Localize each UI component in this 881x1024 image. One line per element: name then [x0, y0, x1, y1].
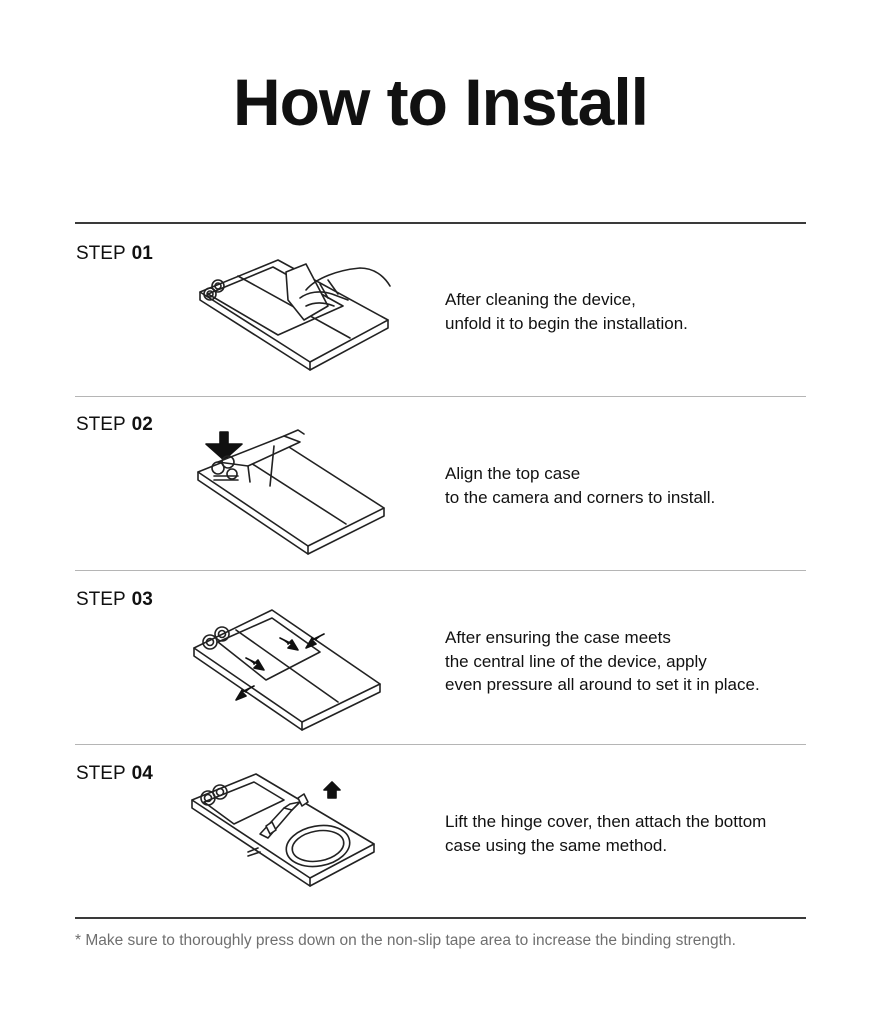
step-3-number: 03	[131, 589, 153, 610]
step-4-number: 04	[131, 763, 153, 784]
divider-1	[75, 396, 806, 397]
step-1-text: After cleaning the device, unfold it to begin the installation.	[445, 290, 688, 333]
phone-cleaning-icon	[188, 250, 398, 390]
step-1-label: STEP 01	[76, 243, 153, 264]
bottom-divider	[75, 917, 806, 919]
step-4-text: Lift the hinge cover, then attach the bottom case using the same method.	[445, 812, 767, 855]
step-1-number: 01	[131, 243, 153, 264]
step-3-label: STEP 03	[76, 589, 153, 610]
page-title: How to Install	[233, 65, 648, 139]
top-case-align-icon	[188, 422, 398, 562]
top-divider	[75, 222, 806, 224]
divider-2	[75, 570, 806, 571]
divider-3	[75, 744, 806, 745]
hinge-cover-icon	[188, 764, 398, 904]
step-2-number: 02	[131, 414, 153, 435]
step-2-label: STEP 02	[76, 414, 153, 435]
step-3-text: After ensuring the case meets the central line of the device, apply even pressure all around to set it in place.	[445, 628, 760, 694]
step-4-label: STEP 04	[76, 763, 153, 784]
press-case-icon	[188, 598, 398, 738]
footnote: * Make sure to thoroughly press down on the non-slip tape area to increase the binding strength.	[75, 932, 736, 949]
step-2-text: Align the top case to the camera and corners to install.	[445, 464, 716, 507]
